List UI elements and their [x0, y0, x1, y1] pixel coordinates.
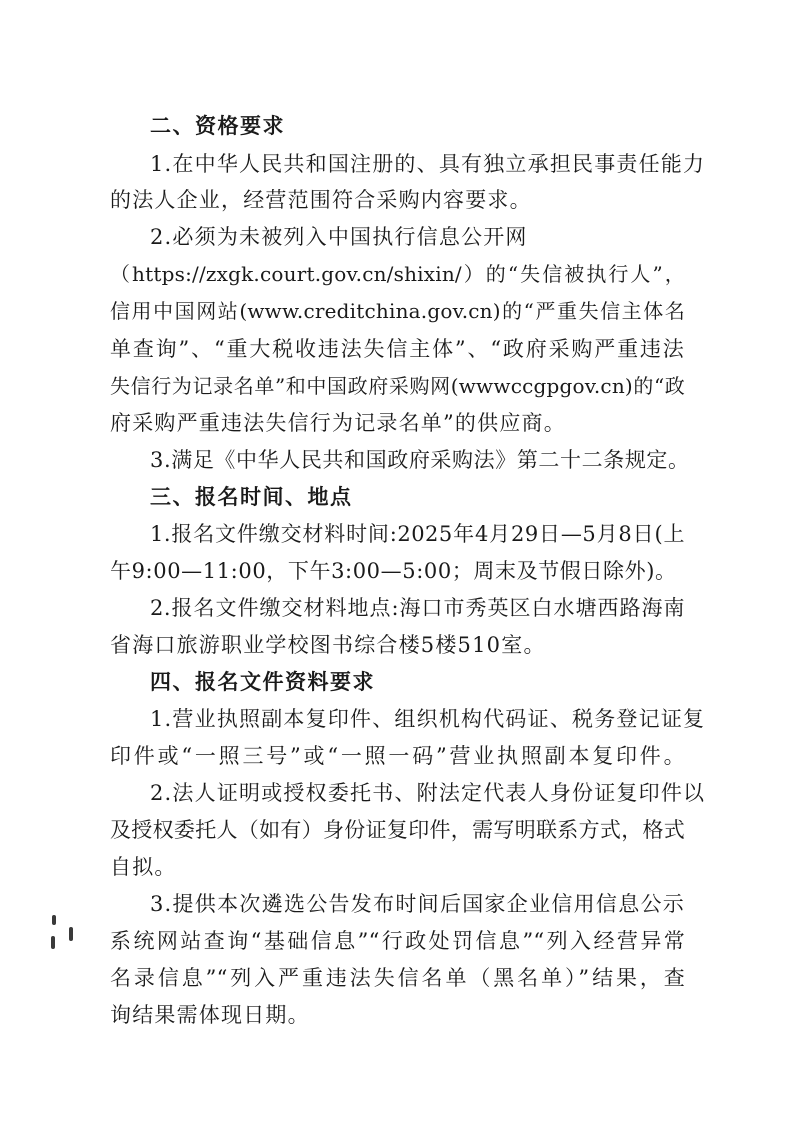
section-heading-documents: 四、报名文件资料要求: [150, 670, 375, 694]
paragraph-line: 午9:00—11:00，下午3:00—5:00；周末及节假日除外)。: [110, 559, 677, 583]
paragraph-line: 2.法人证明或授权委托书、附法定代表人身份证复印件以: [150, 781, 706, 805]
paragraph-line: （https://zxgk.court.gov.cn/shixin/）的“失信被执行人”，: [110, 262, 685, 286]
binding-mark: [69, 927, 73, 941]
paragraph-line: 失信行为记录名单”和中国政府采购网(wwwccgpgov.cn)的“政: [110, 374, 685, 398]
paragraph-line: 及授权委托人（如有）身份证复印件，需写明联系方式，格式: [110, 818, 685, 842]
paragraph-line: 3.满足《中华人民共和国政府采购法》第二十二条规定。: [150, 448, 690, 472]
paragraph-line: 府采购严重违法失信行为记录名单”的供应商。: [110, 411, 566, 435]
paragraph-line: 单查询”、“重大税收违法失信主体”、“政府采购严重违法: [110, 337, 685, 361]
section-heading-registration: 三、报名时间、地点: [150, 485, 353, 509]
paragraph-line: 2.报名文件缴交材料地点:海口市秀英区白水塘西路海南: [150, 596, 685, 620]
paragraph-line: 的法人企业，经营范围符合采购内容要求。: [110, 188, 532, 212]
binding-mark: [51, 936, 55, 949]
section-heading-qualification: 二、资格要求: [150, 114, 285, 138]
paragraph-line: 名录信息”“列入严重违法失信名单（黑名单）”结果，查: [110, 966, 685, 990]
paragraph-line: 信用中国网站(www.creditchina.gov.cn)的“严重失信主体名: [110, 299, 685, 323]
paragraph-line: 系统网站查询“基础信息”“行政处罚信息”“列入经营异常: [110, 929, 685, 953]
paragraph-line: 1.营业执照副本复印件、组织机构代码证、税务登记证复: [150, 707, 706, 731]
paragraph-line: 询结果需体现日期。: [110, 1003, 310, 1027]
binding-mark: [52, 915, 56, 925]
paragraph-line: 省海口旅游职业学校图书综合楼5楼510室。: [110, 633, 546, 657]
paragraph-line: 1.报名文件缴交材料时间:2025年4月29日—5月8日(上: [150, 522, 685, 546]
paragraph-line: 印件或“一照三号”或“一照一码”营业执照副本复印件。: [110, 744, 685, 768]
paragraph-line: 自拟。: [110, 855, 177, 879]
paragraph-line: 2.必须为未被列入中国执行信息公开网: [150, 225, 528, 249]
paragraph-line: 3.提供本次遴选公告发布时间后国家企业信用信息公示: [150, 892, 685, 916]
paragraph-line: 1.在中华人民共和国注册的、具有独立承担民事责任能力: [150, 152, 706, 176]
